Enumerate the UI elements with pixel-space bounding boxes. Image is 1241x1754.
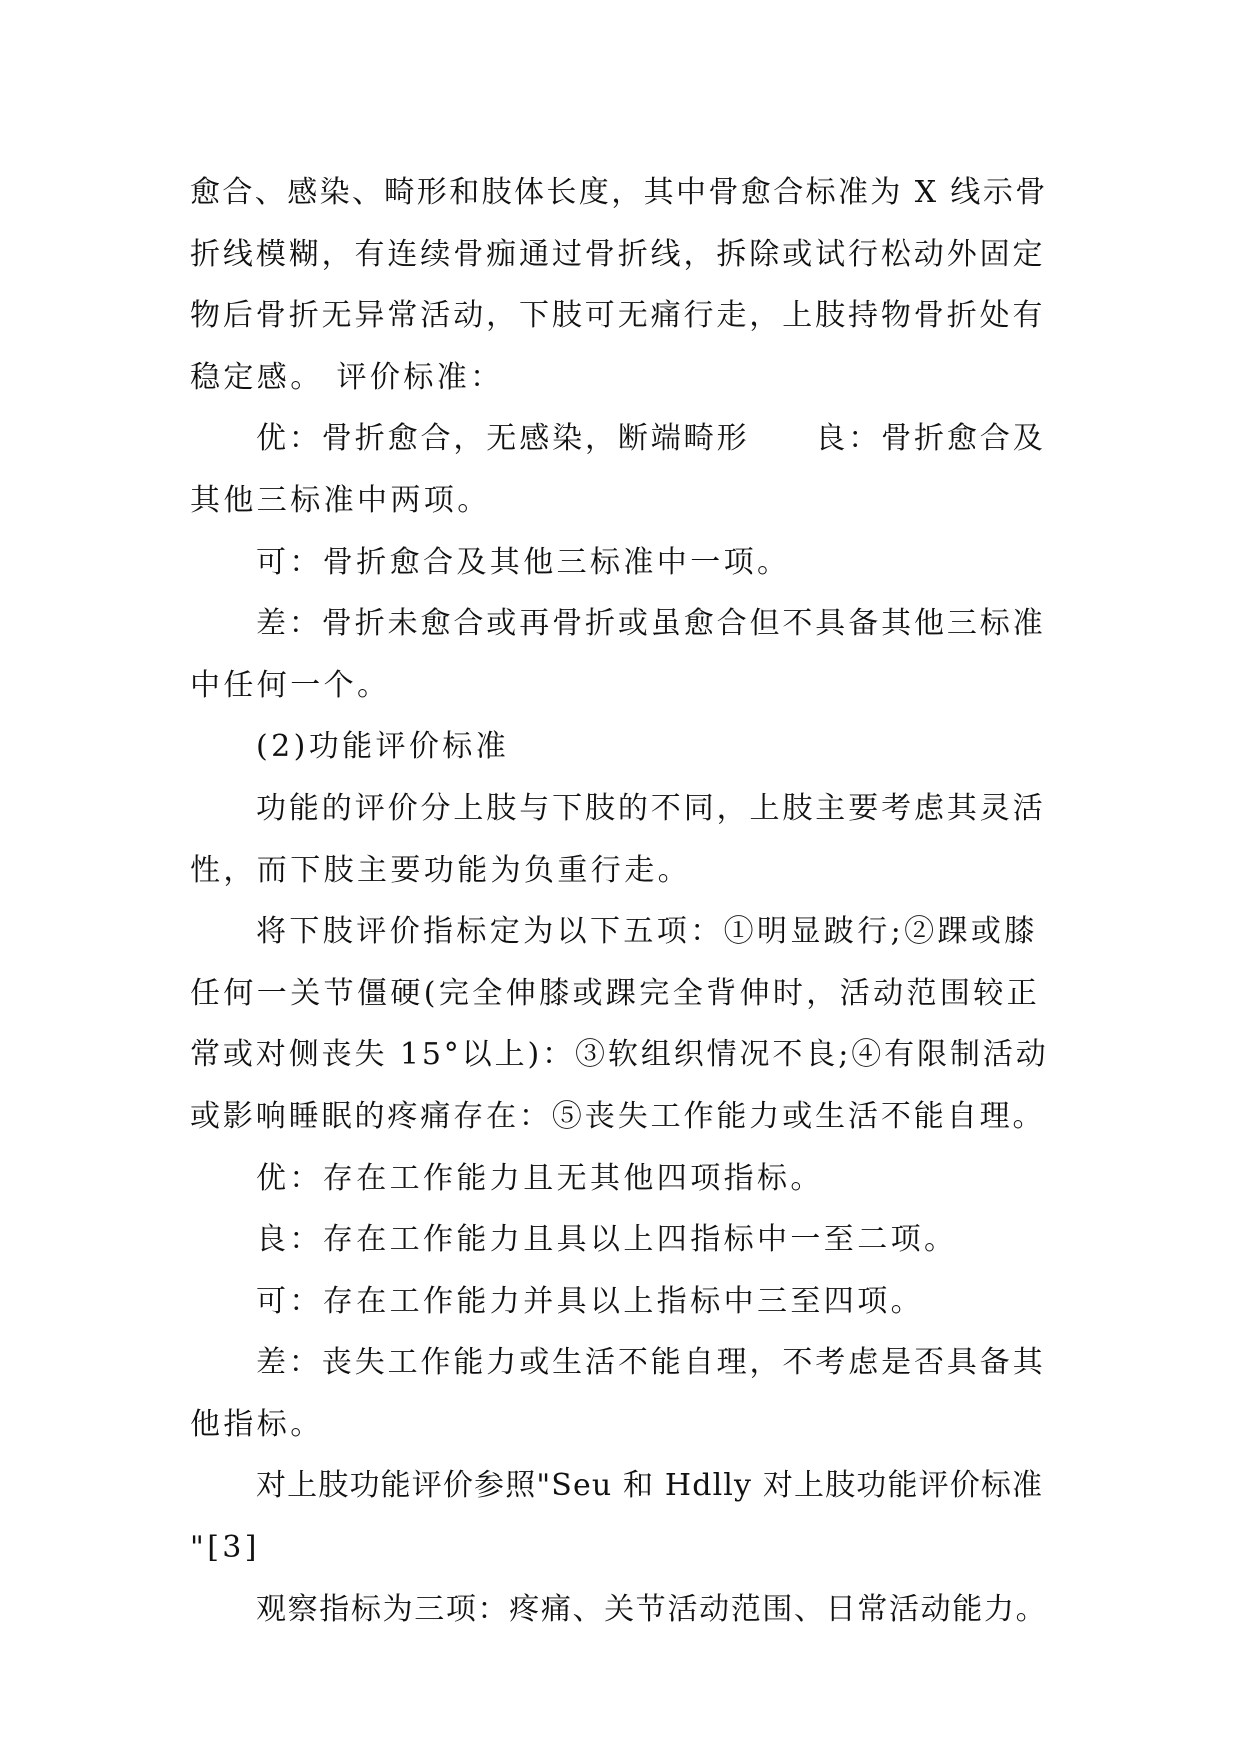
- text-line: 性，而下肢主要功能为负重行走。: [190, 852, 691, 888]
- text-line: 功能的评价分上肢与下肢的不同，上肢主要考虑其灵活: [256, 790, 1046, 826]
- text-line: 差：骨折未愈合或再骨折或虽愈合但不具备其他三标准: [256, 606, 1046, 642]
- text-line: 他指标。: [190, 1406, 324, 1442]
- text-line: 优：骨折愈合，无感染，断端畸形 良：骨折愈合及: [256, 421, 1046, 457]
- text-line: "[3]: [190, 1530, 260, 1566]
- section-heading: (2)功能评价标准: [256, 729, 510, 765]
- text-line: 可：骨折愈合及其他三标准中一项。: [256, 544, 791, 580]
- text-line: 其他三标准中两项。: [190, 482, 491, 518]
- text-line: 对上肢功能评价参照"Seu 和 Hdlly 对上肢功能评价标准: [256, 1468, 1044, 1504]
- text-line: 常或对侧丧失 15°以上)：③软组织情况不良;④有限制活动: [190, 1037, 1049, 1073]
- text-line: 优：存在工作能力且无其他四项指标。: [256, 1160, 824, 1196]
- text-line: 中任何一个。: [190, 667, 391, 703]
- text-line: 稳定感。 评价标准：: [190, 359, 504, 395]
- text-line: 差：丧失工作能力或生活不能自理，不考虑是否具备其: [256, 1345, 1046, 1381]
- body-text: [190, 162, 1050, 1640]
- text-line: 物后骨折无异常活动，下肢可无痛行走，上肢持物骨折处有: [190, 298, 1046, 334]
- text-line: 良：存在工作能力且具以上四指标中一至二项。: [256, 1222, 958, 1258]
- text-line: 可：存在工作能力并具以上指标中三至四项。: [256, 1283, 924, 1319]
- text-line: 将下肢评价指标定为以下五项：①明显跛行;②踝或膝: [256, 914, 1038, 950]
- text-line: 折线模糊，有连续骨痂通过骨折线，拆除或试行松动外固定: [190, 236, 1046, 272]
- text-line: 愈合、感染、畸形和肢体长度，其中骨愈合标准为 X 线示骨: [190, 175, 1048, 210]
- text-line: 任何一关节僵硬(完全伸膝或踝完全背伸时，活动范围较正: [190, 975, 1041, 1011]
- text-line: 观察指标为三项：疼痛、关节活动范围、日常活动能力。: [256, 1591, 1048, 1627]
- text-line: 或影响睡眠的疼痛存在：⑤丧失工作能力或生活不能自理。: [190, 1098, 1046, 1134]
